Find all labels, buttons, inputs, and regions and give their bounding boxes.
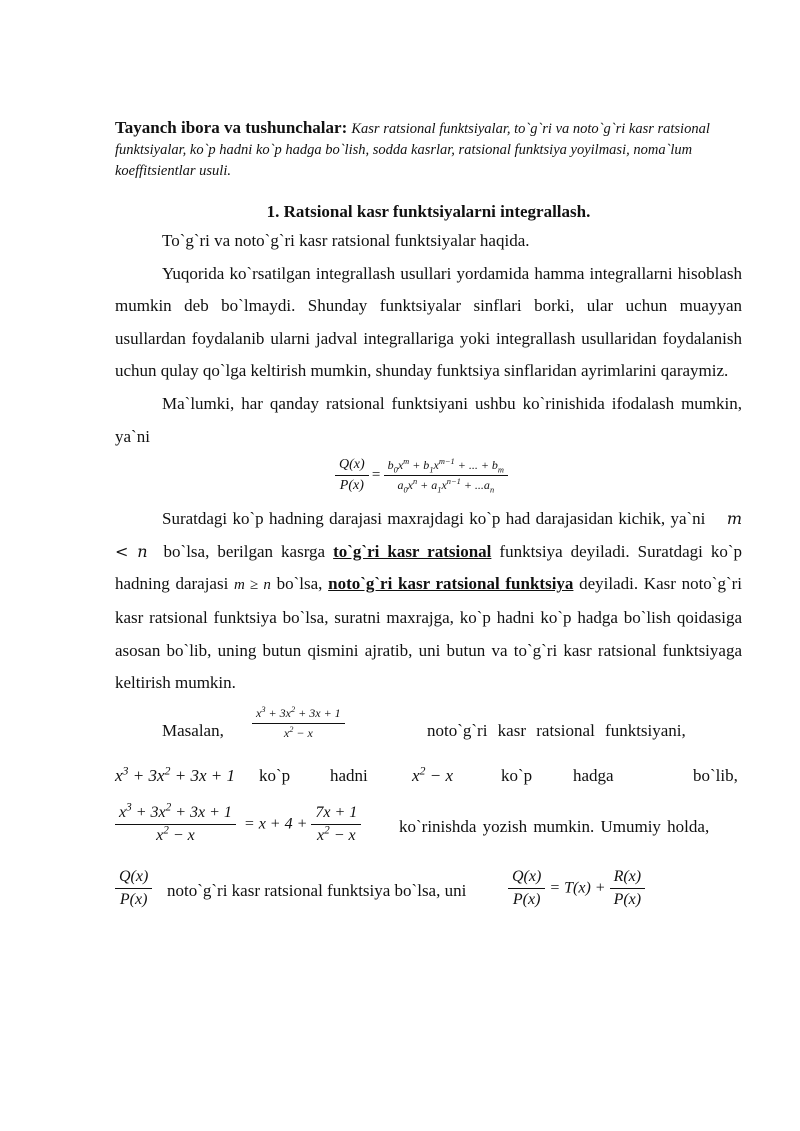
- example-line-3: [115, 798, 742, 860]
- example-line-2: [115, 758, 742, 798]
- hadga-word: hadga: [573, 765, 614, 785]
- kop-word: ko`p: [259, 765, 291, 785]
- example-after-text: noto`g`ri kasr ratsional funktsiyani,: [427, 720, 686, 740]
- denominator-polynomial: $x^2 - x$: [412, 763, 454, 785]
- general-formula: [115, 453, 742, 503]
- numerator-polynomial: $x^3 + 3x^2 + 3x + 1$: [115, 763, 235, 785]
- example-label: Masalan,: [162, 720, 224, 740]
- condition-m-geq-n: m ≥ n: [234, 577, 271, 594]
- paragraph-4: [115, 503, 742, 700]
- bolib-word: bo`lib,: [693, 765, 738, 785]
- p4-text-3: funktsiya deyiladi. Suratdagi ko`p hadning darajasi: [115, 541, 742, 594]
- hadni-word: hadni: [330, 765, 368, 785]
- decomposition-formula: $\frac{Q(x)}{P(x)}$ = T(x) + $\frac{R(x)}{P(x)}$: [508, 868, 645, 909]
- section-title: 1. Ratsional kasr funktsiyalarni integrallash.: [266, 202, 591, 221]
- p4-text-5: deyiladi. Kasr noto`g`ri kasr ratsional funktsiya bo`lsa, suratni maxrajga, ko`p hadni ko`p hadga bo`lish qoidasiga asosan bo`lib, uning butun qismini ajratib, uni butun va to`g`ri kasr ratsional funktsiyaga keltirish mumkin.: [115, 574, 743, 693]
- term-proper-fraction: to`g`ri kasr ratsional: [333, 541, 492, 561]
- p4-text-2: bo`lsa, berilgan kasrga: [163, 541, 326, 561]
- keywords-label: Tayanch ibora va tushunchalar:: [115, 118, 348, 137]
- q-over-p-fraction: $\frac{Q(x)}{P(x)}$: [115, 868, 152, 909]
- p4-text-1: Suratdagi ko`p hadning darajasi maxrajdagi ko`p had darajasidan kichik, ya`ni: [162, 509, 706, 529]
- keywords-text: Kasr ratsional funktsiyalar, to`g`ri va noto`g`ri kasr ratsional funktsiyalar, ko`p hadni ko`p hadga bo`lish, sodda kasrlar, ratsional funktsiya yoyilmasi, noma`lum koeffitsientlar usuli.: [115, 121, 710, 179]
- kop-word-2: ko`p: [501, 765, 533, 785]
- example-line-4: [115, 860, 742, 924]
- formula-q-over-p: $\frac{Q(x)}{P(x)}$ = $\frac{b_0x^m + b_1x^{m-1} + ... + b_m}{a_0x^n + a_1x^{n-1} + ...a_n}$: [335, 457, 508, 494]
- keywords-paragraph: [115, 118, 742, 181]
- example-fraction-small: $\frac{x^3 + 3x^2 + 3x + 1}{x^2 - x}$: [252, 706, 345, 741]
- term-improper-fraction: noto`g`ri kasr ratsional funktsiya: [328, 574, 574, 594]
- paragraph-1: To`g`ri va noto`g`ri kasr ratsional funktsiyalar haqida.: [162, 231, 530, 250]
- last-line-text: noto`g`ri kasr ratsional funktsiya bo`lsa, uni: [167, 880, 467, 900]
- division-result-formula: $\frac{x^3 + 3x^2 + 3x + 1}{x^2 - x}$ = x + 4 + $\frac{7x + 1}{x^2 - x}$: [115, 804, 361, 845]
- p4-text-4: bo`lsa,: [276, 574, 323, 594]
- document-page: [115, 118, 742, 924]
- example-line-1: [115, 700, 742, 758]
- paragraph-3: Ma`lumki, har qanday ratsional funktsiyani ushbu ko`rinishida ifodalash mumkin, ya`ni: [115, 393, 742, 446]
- condition-m-less-n: m < n: [115, 509, 743, 561]
- tail-text: ko`rinishda yozish mumkin. Umumiy holda,: [399, 816, 710, 836]
- paragraph-2: Yuqorida ko`rsatilgan integrallash usullari yordamida hamma integrallarni hisoblash mumkin deb bo`lmaydi. Shunday funktsiyalar sinflari borki, ular uchun muayyan usullardan foydalanib ularni jadval integrallariga yoki integrallash usullaridan foydalanish uchun qulay qo`lga keltirish mumkin, shunday funktsiya sinflaridan ayrimlarini qaraymiz.: [115, 263, 742, 381]
